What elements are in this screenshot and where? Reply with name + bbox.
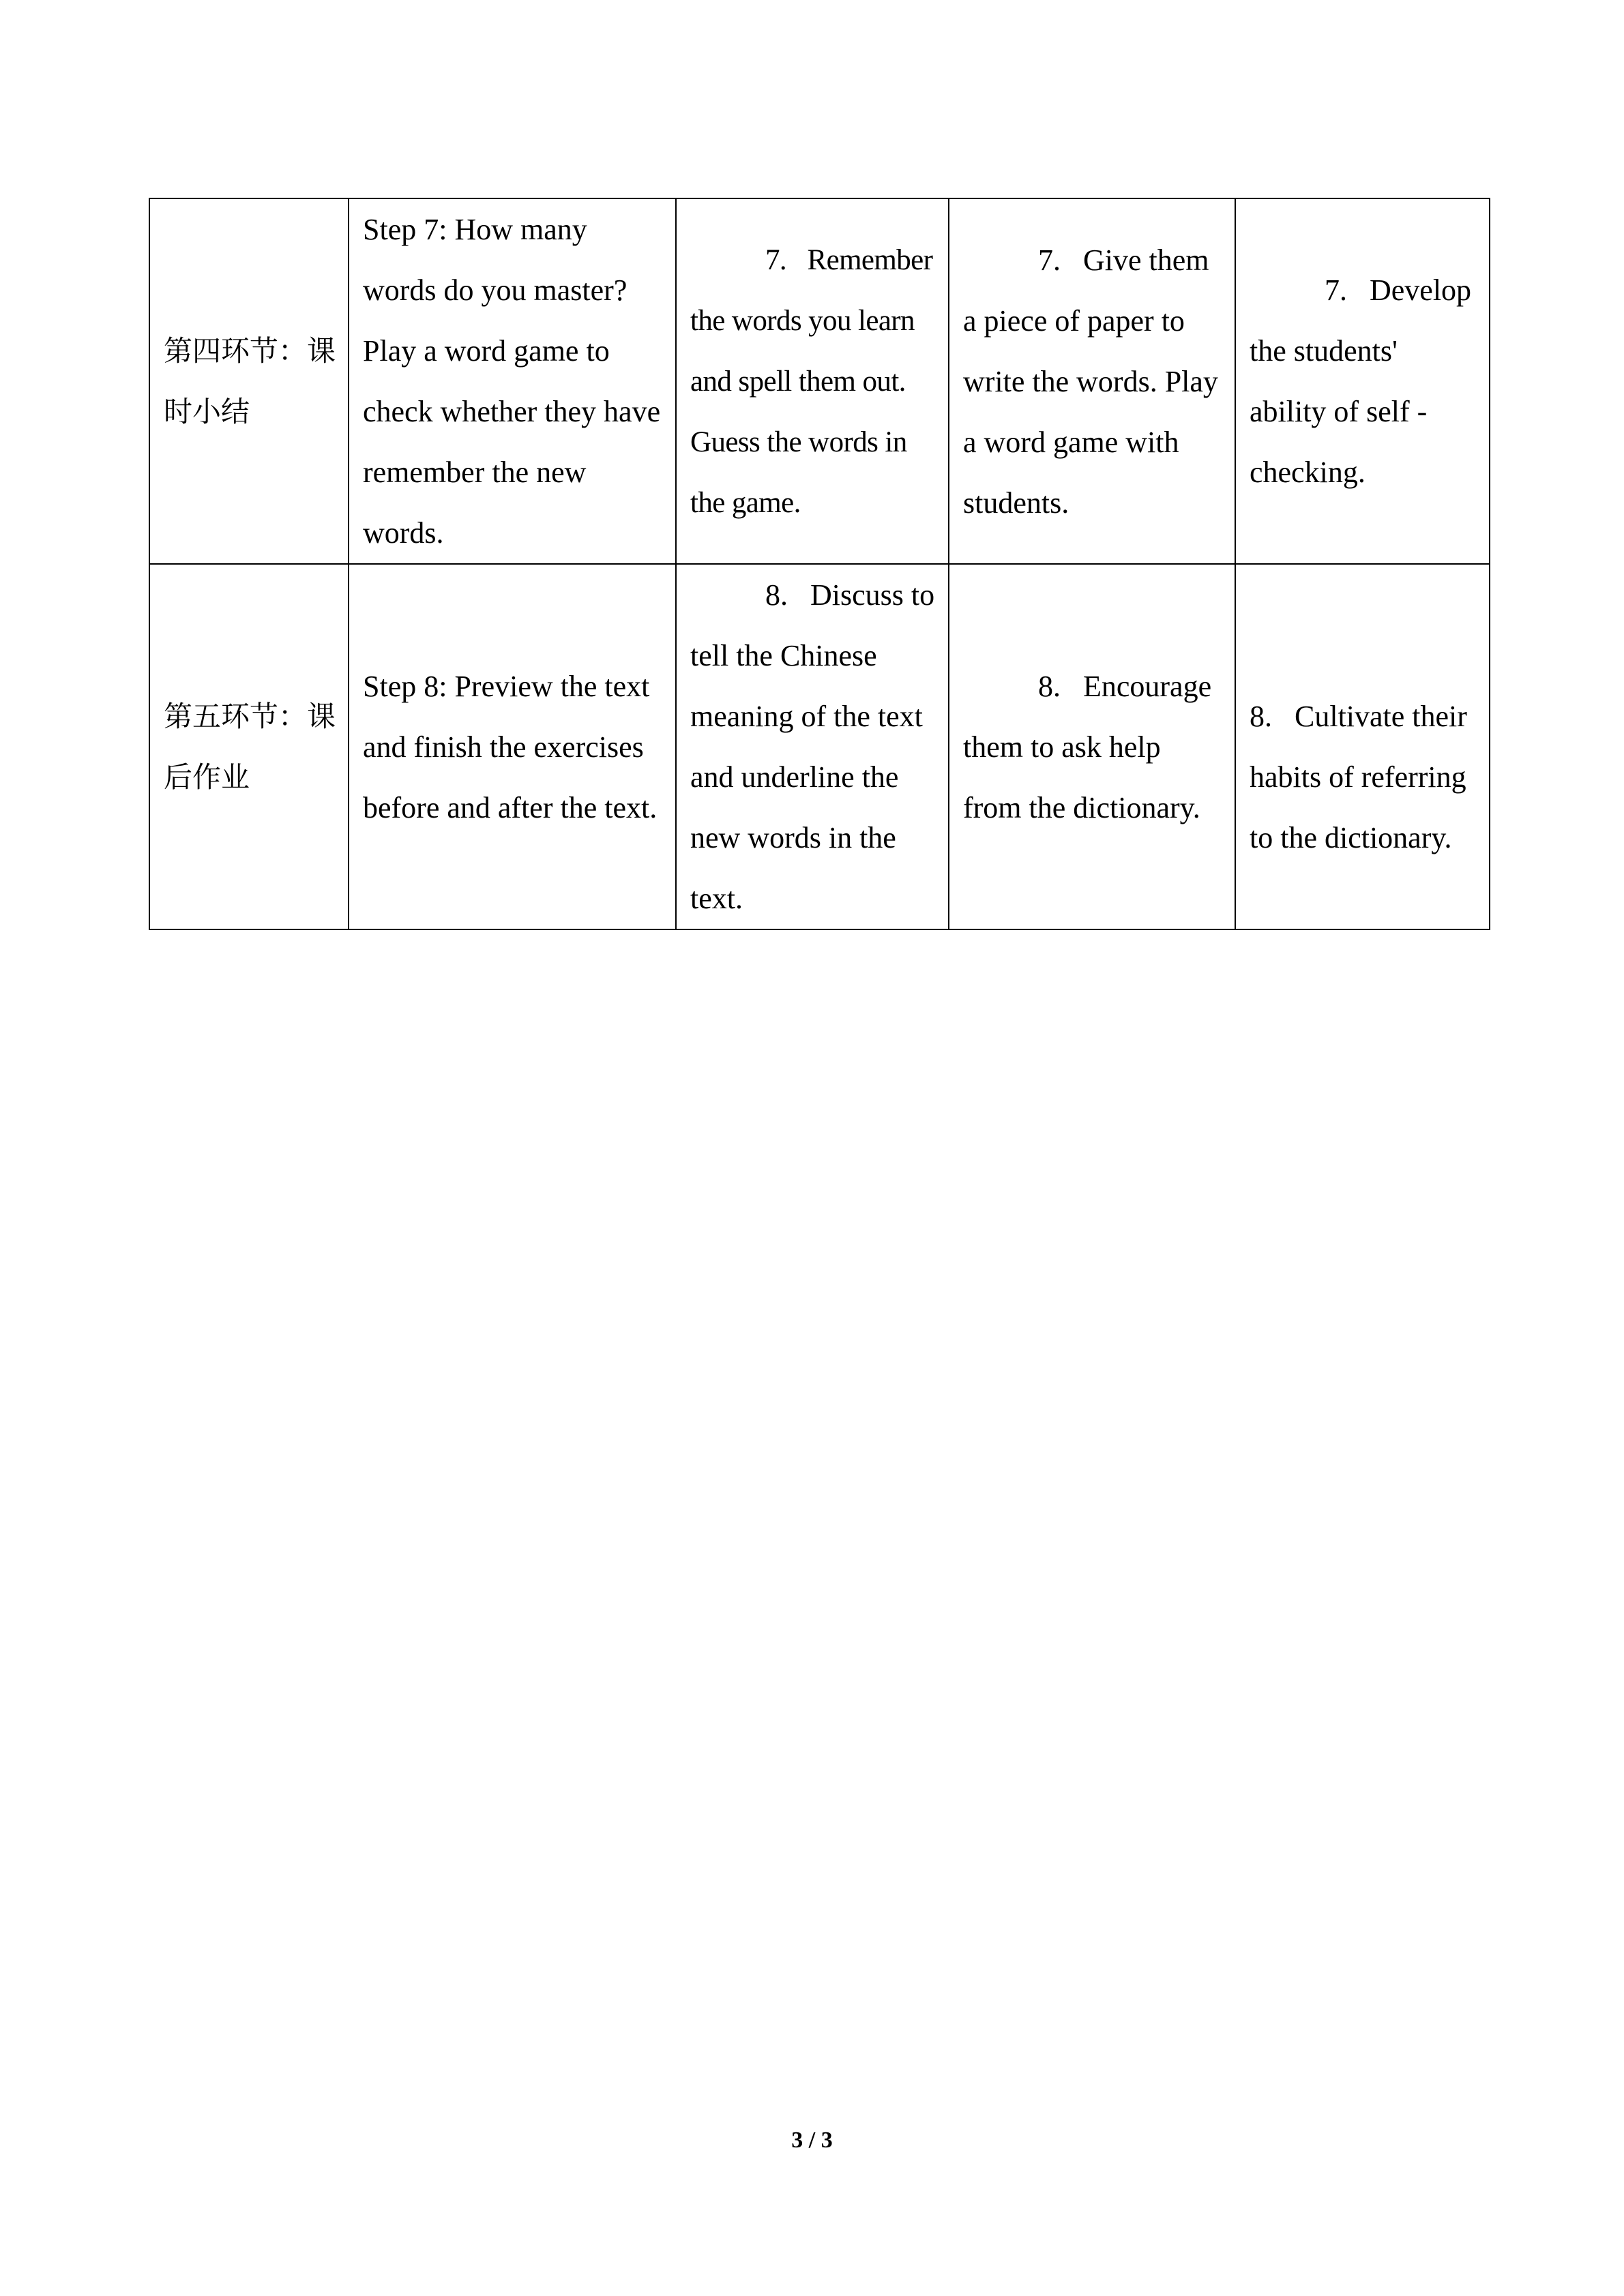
teacher-activity-text: Give them a piece of paper to write the words. Play a word game with students. [963,243,1226,520]
teacher-activity-text: Encourage them to ask help from the dictionary. [963,669,1220,824]
stage-cell [149,564,349,929]
purpose-cell [1235,198,1490,564]
table-row [149,198,1490,564]
purpose-text: Cultivate their habits of referring to the dictionary. [1250,700,1475,854]
step-text: Step 8: Preview the text and finish the exercises before and after the text. [363,669,658,824]
student-activity-cell [676,198,949,564]
student-activity-number: 8. [765,578,788,612]
step-cell [349,198,676,564]
table-row [149,564,1490,929]
purpose-text: Develop the students' ability of self - checking. [1250,273,1479,489]
student-activity-text: Remember the words you learn and spell them out. Guess the words in the game. [690,243,940,519]
step-cell [349,564,676,929]
student-activity-text: Discuss to tell the Chinese meaning of the text and underline the new words in the text. [690,578,943,915]
stage-label: 第五环节：课后作业 [164,700,336,794]
teacher-activity-cell [949,564,1235,929]
teacher-activity-number: 7. [1038,243,1061,277]
stage-cell [149,198,349,564]
purpose-number: 7. [1325,273,1347,307]
teacher-activity-cell [949,198,1235,564]
lesson-plan-table [149,198,1490,930]
student-activity-number: 7. [765,243,787,276]
student-activity-cell [676,564,949,929]
page-number: 3 / 3 [791,2128,833,2153]
purpose-number: 8. [1250,700,1272,733]
teacher-activity-number: 8. [1038,669,1061,703]
step-text: Step 7: How many words do you master? Play a word game to check whether they have remember the new words. [363,213,668,550]
purpose-cell [1235,564,1490,929]
stage-label: 第四环节：课时小结 [164,334,336,428]
